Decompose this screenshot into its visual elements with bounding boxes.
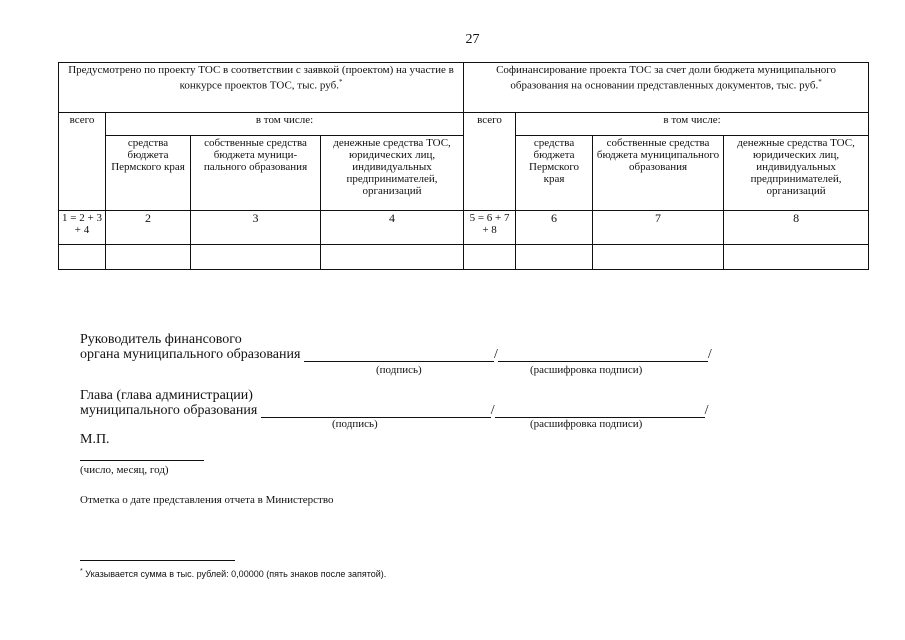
col-number: 6 (516, 211, 593, 245)
data-cell[interactable] (724, 245, 869, 270)
signature-caption: (подпись) (332, 418, 378, 430)
head-title-line2: муниципального образования (80, 403, 258, 418)
submission-note: Отметка о дате представления отчета в Министерство (80, 494, 334, 506)
col-number: 3 (191, 211, 321, 245)
group-header-cofinancing: Софинансирование проекта ТОС за счет доли бюджета муниципального образования на основании представленных документов, тыс. руб.* (464, 63, 869, 113)
including-header-right: в том числе: (516, 113, 869, 136)
col-number: 2 (106, 211, 191, 245)
decode-caption: (расшифровка подписи) (530, 418, 643, 430)
signature-field[interactable] (304, 348, 494, 362)
footnote: * Указывается сумма в тыс. рублей: 0,00000 (пять знаков после запятой). (80, 568, 387, 579)
col-number: 7 (593, 211, 724, 245)
signature-caption: (подпись) (376, 364, 422, 376)
col-header-tos-funds: денежные средства ТОС, юридических лиц, индивидуальных предпринимателей, организаций (321, 136, 464, 211)
footnote-divider (80, 560, 235, 561)
col-header-tos-funds: денежные средства ТОС, юридических лиц, индивидуальных предпринимателей, организаций (724, 136, 869, 211)
group-header-planned: Предусмотрено по проекту ТОС в соответствии с заявкой (проектом) на участие в конкурсе проектов ТОС, тыс. руб.* (59, 63, 464, 113)
report-table (58, 62, 869, 270)
data-cell[interactable] (321, 245, 464, 270)
stamp-label: М.П. (80, 432, 110, 447)
decode-caption: (расшифровка подписи) (530, 364, 643, 376)
data-cell[interactable] (516, 245, 593, 270)
col-header-perm-budget: средства бюджета Пермского края (516, 136, 593, 211)
col-number: 8 (724, 211, 869, 245)
data-cell[interactable] (106, 245, 191, 270)
including-header-left: в том числе: (106, 113, 464, 136)
total-header-left: всего (59, 113, 106, 211)
finance-head-title-line1: Руководитель финансового (80, 332, 242, 347)
head-title-line1: Глава (глава администрации) (80, 388, 253, 403)
total-header-right: всего (464, 113, 516, 211)
date-field[interactable] (80, 460, 204, 461)
signature-field[interactable] (261, 404, 491, 418)
finance-head-title-line2: органа муниципального образования (80, 347, 301, 362)
date-caption: (число, месяц, год) (80, 464, 169, 476)
head-signature: Глава (глава администрации) муниципального образования / / (80, 388, 709, 418)
col-number: 5 = 6 + 7 + 8 (464, 211, 516, 245)
col-header-perm-budget: средства бюджета Пермского края (106, 136, 191, 211)
finance-head-signature: Руководитель финансового органа муниципального образования / / (80, 332, 712, 362)
col-header-municipal-funds: собственные средства бюджета муниципального образования (593, 136, 724, 211)
col-number: 1 = 2 + 3 + 4 (59, 211, 106, 245)
col-number: 4 (321, 211, 464, 245)
col-header-municipal-funds: собственные средства бюджета муници-пального образования (191, 136, 321, 211)
data-cell[interactable] (593, 245, 724, 270)
signature-decode-field[interactable] (498, 348, 708, 362)
data-cell[interactable] (59, 245, 106, 270)
page-number: 27 (465, 32, 480, 47)
data-cell[interactable] (191, 245, 321, 270)
signature-decode-field[interactable] (495, 404, 705, 418)
data-cell[interactable] (464, 245, 516, 270)
